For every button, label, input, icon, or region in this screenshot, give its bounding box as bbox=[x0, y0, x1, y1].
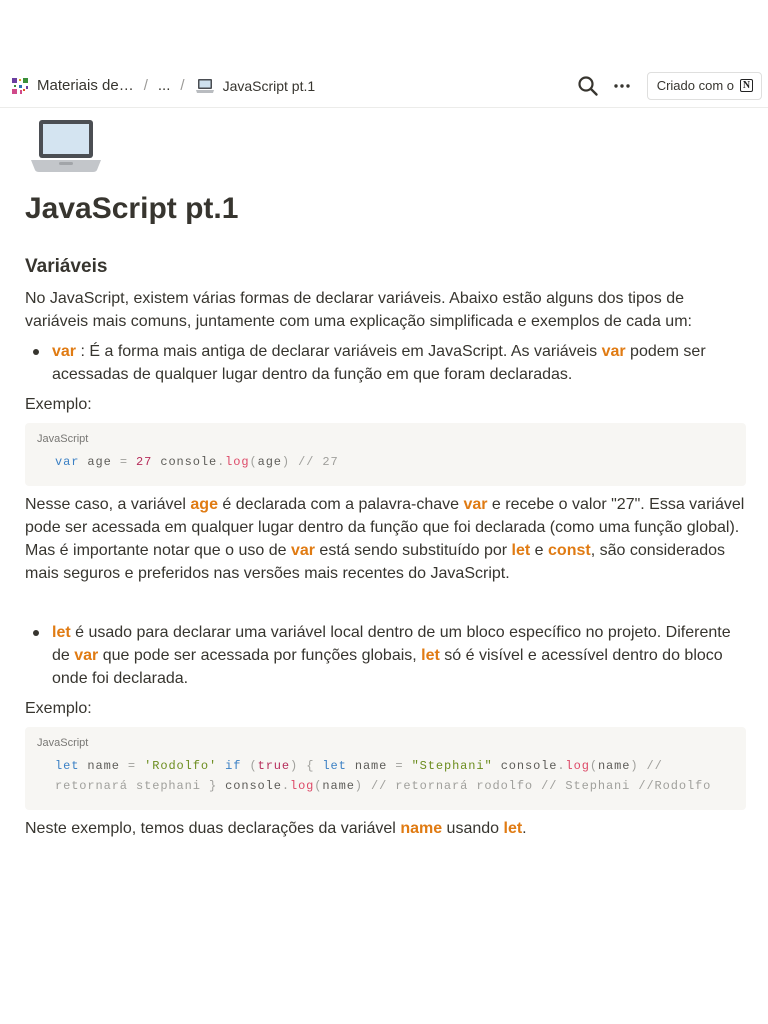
breadcrumb-separator: / bbox=[143, 77, 148, 94]
code-token: = bbox=[395, 759, 404, 773]
code-token: console bbox=[152, 455, 218, 469]
breadcrumb-ellipsis[interactable]: ... bbox=[157, 77, 171, 94]
breadcrumb-page-label: JavaScript pt.1 bbox=[222, 77, 316, 94]
code-token: name bbox=[597, 759, 631, 773]
code-token: console bbox=[492, 759, 558, 773]
intro-paragraph: No JavaScript, existem várias formas de declarar variáveis. Abaixo estão alguns dos tipos de variáveis mais comuns, juntamente com uma explicação simplificada e exemplos de cada um: bbox=[25, 290, 692, 330]
text: Nesse caso, a variável bbox=[25, 496, 191, 513]
code-language-label[interactable]: JavaScript bbox=[37, 737, 89, 749]
code-token: } bbox=[208, 779, 218, 793]
code-block[interactable] bbox=[25, 423, 746, 486]
keyword-var: var bbox=[52, 343, 77, 360]
code-token: let bbox=[322, 759, 347, 773]
code-token: // retornará rodolfo // Stephani //Rodolfo bbox=[362, 779, 712, 793]
code-token: . bbox=[281, 779, 290, 793]
code-token: log bbox=[225, 455, 250, 469]
code-token: age bbox=[79, 455, 120, 469]
example-label: Exemplo: bbox=[25, 396, 92, 413]
section-heading: Variáveis bbox=[25, 256, 108, 277]
text: está sendo substituído por bbox=[314, 542, 512, 559]
list-item bbox=[25, 621, 746, 690]
keyword-var: var bbox=[601, 343, 626, 360]
laptop-icon bbox=[29, 116, 103, 176]
code-token bbox=[217, 759, 225, 773]
keyword-var: var bbox=[463, 496, 488, 513]
made-with-notion-button[interactable] bbox=[647, 72, 762, 100]
code-token: console bbox=[217, 779, 282, 793]
keyword-let: let bbox=[421, 647, 440, 664]
code-token: log bbox=[565, 759, 590, 773]
code-language-label[interactable]: JavaScript bbox=[37, 433, 89, 445]
code-token: ) bbox=[290, 759, 299, 773]
bullet-list bbox=[25, 621, 746, 690]
code-token: // 27 bbox=[290, 455, 339, 469]
code-token: = bbox=[127, 759, 137, 773]
code-content bbox=[55, 452, 716, 472]
bullet-text: que pode ser acessada por funções globais, bbox=[98, 647, 422, 664]
bullet-list bbox=[25, 340, 746, 386]
code-token: { bbox=[306, 759, 315, 773]
workspace-qr-icon bbox=[10, 76, 30, 96]
keyword-let: let bbox=[511, 542, 531, 559]
code-token: = bbox=[119, 455, 128, 469]
keyword-var: var bbox=[74, 647, 99, 664]
code-token: ) bbox=[281, 455, 291, 469]
example-label: Exemplo: bbox=[25, 700, 92, 717]
code-token: . bbox=[557, 759, 566, 773]
breadcrumb-workspace[interactable] bbox=[10, 76, 134, 96]
code-content bbox=[55, 756, 716, 796]
breadcrumb-page[interactable] bbox=[195, 78, 316, 94]
page-content bbox=[25, 112, 746, 840]
keyword-var: var bbox=[290, 542, 315, 559]
text: é declarada com a palavra-chave bbox=[217, 496, 464, 513]
text: , são considerados mais seguros e preferidos nas versões mais recentes do JavaScript. bbox=[25, 542, 725, 582]
text: Neste exemplo, temos duas declarações da variável bbox=[25, 820, 401, 837]
code-token: ( bbox=[249, 455, 258, 469]
keyword-age: age bbox=[190, 496, 218, 513]
code-token: name bbox=[346, 759, 396, 773]
code-token bbox=[298, 759, 306, 773]
code-token: true bbox=[257, 759, 290, 773]
code-token: if bbox=[225, 759, 242, 773]
code-token: ) bbox=[630, 759, 639, 773]
code-token: ( bbox=[249, 759, 258, 773]
laptop-icon bbox=[195, 78, 215, 94]
code-token: name bbox=[322, 779, 355, 793]
code-token: let bbox=[55, 759, 80, 773]
search-button[interactable] bbox=[573, 71, 603, 101]
code-token bbox=[201, 779, 209, 793]
list-item bbox=[25, 340, 746, 386]
keyword-let: let bbox=[503, 820, 523, 837]
code-token: ( bbox=[589, 759, 598, 773]
code-token: "Stephani" bbox=[411, 759, 493, 773]
code-token: name bbox=[79, 759, 128, 773]
text: usando bbox=[442, 820, 504, 837]
text: e recebe o valor "27". Essa variável pode ser acessada em qualquer lugar dentro da função que foi declarada (como uma função global). Mas é importante notar que o uso de bbox=[25, 496, 745, 559]
code-block[interactable] bbox=[25, 727, 746, 810]
closing-paragraph bbox=[25, 817, 746, 840]
bullet-text: podem ser acessadas de qualquer lugar dentro da função em que foram declaradas. bbox=[52, 343, 706, 383]
keyword-let: let bbox=[52, 624, 71, 641]
keyword-const: const bbox=[548, 542, 591, 559]
text: . bbox=[522, 820, 527, 837]
breadcrumb-workspace-label: Materiais de… bbox=[37, 77, 134, 94]
notion-logo-icon: N bbox=[740, 79, 753, 92]
bullet-text: só é visível e acessível dentro do bloco onde foi declarada. bbox=[52, 647, 723, 687]
breadcrumb-separator: / bbox=[180, 77, 185, 94]
bullet-text: : É a forma mais antiga de declarar variáveis em JavaScript. As variáveis bbox=[76, 343, 602, 360]
more-icon bbox=[613, 83, 631, 89]
top-bar bbox=[0, 64, 768, 108]
code-token bbox=[128, 455, 136, 469]
code-token bbox=[403, 759, 411, 773]
bullet-text: é usado para declarar uma variável local dentro de um bloco específico no projeto. Diferente de bbox=[52, 624, 731, 664]
code-token: ) bbox=[354, 779, 363, 793]
code-token: var bbox=[55, 455, 80, 469]
code-token: 27 bbox=[136, 455, 153, 469]
code-token: // retornará stephani bbox=[55, 759, 671, 793]
text: e bbox=[530, 542, 549, 559]
code-token: ( bbox=[314, 779, 323, 793]
code-token: . bbox=[217, 455, 226, 469]
explanation-paragraph bbox=[25, 493, 746, 585]
made-with-notion-label: Criado com o bbox=[656, 78, 734, 93]
search-icon bbox=[577, 75, 599, 97]
more-button[interactable] bbox=[607, 71, 637, 101]
code-token bbox=[136, 759, 144, 773]
keyword-name: name bbox=[400, 820, 443, 837]
page-title: JavaScript pt.1 bbox=[25, 192, 239, 225]
code-token: log bbox=[289, 779, 315, 793]
code-token: 'Rodolfo' bbox=[144, 759, 218, 773]
code-token: age bbox=[257, 455, 282, 469]
